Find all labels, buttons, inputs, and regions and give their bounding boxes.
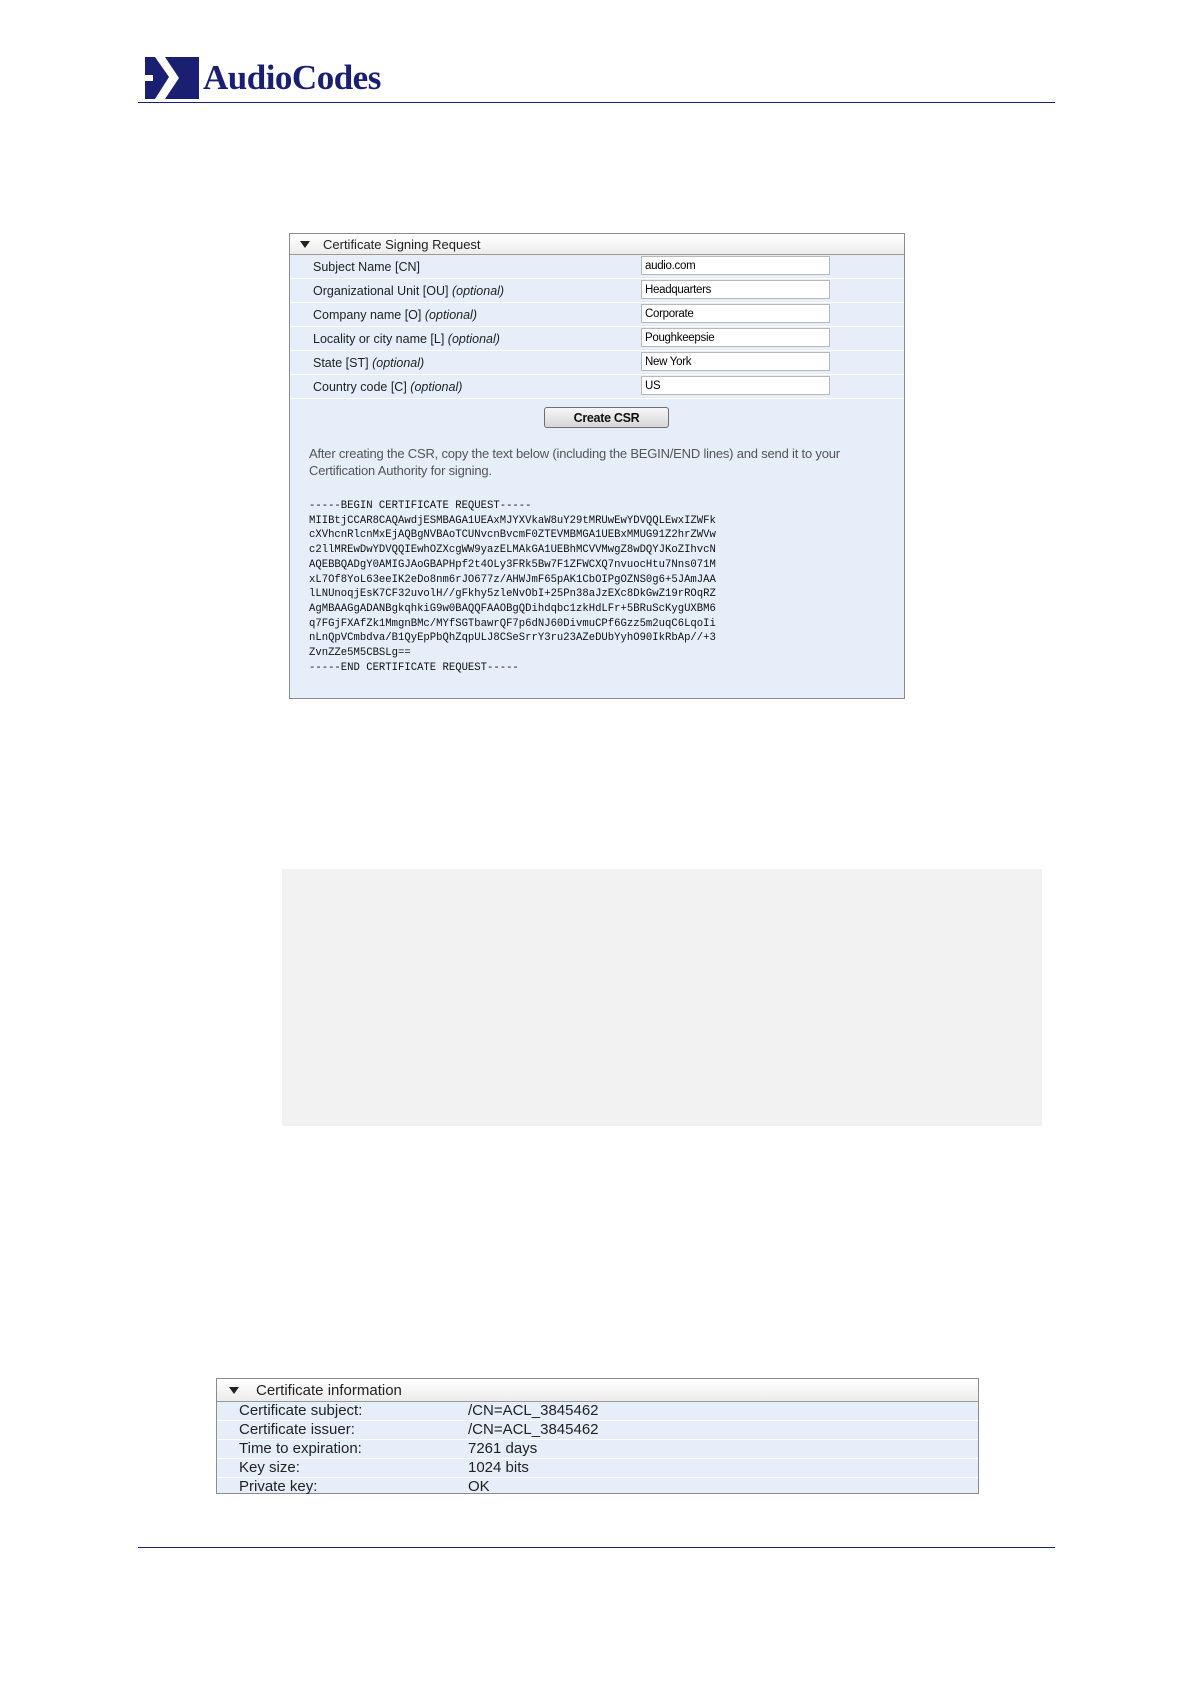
cert-info-title: Certificate information bbox=[256, 1381, 402, 1399]
field-label: Locality or city name [L] (optional) bbox=[313, 331, 500, 346]
csr-text-output[interactable]: -----BEGIN CERTIFICATE REQUEST----- MIIBtjCCAR8CAQAwdjESMBAGA1UEAxMJYXVkaW8uY29tMRUwEwYDVQQLEwxIZWFk cXVhcnRlcnMxEjAQBgNVBAoTCUNvcnBvcmF0ZTEVMBMGA1UEBxMMUG91Z2hrZWVw c2llMREwDwYDVQQIEwhOZXcgWW9yazELMAkGA1UEBhMCVVMwgZ8wDQYJKoZIhvcN AQEBBQADgY0AMIGJAoGBAPHpf2t4OLy3FRk5Bw7F1ZFWCXQ7nvuocHtu7Nns071M xL7Of8YoL63eeIK2eDo8nm6rJO677z/AHWJmF65pAK1CbOIPgOZNS0g6+5JAmJAA lLNUnoqjEsK7CF32uvolH//gFkhy5zleNvObI+25Pn38aJzEXc8DkGwZ19rROqRZ AgMBAAGgADANBgkqhkiG9w0BAQQFAAOBgQDihdqbc1zkHdLFr+5BRuScKygUXBM6 q7FGjFXAfZk1MmgnBMc/MYfSGTbawrQF7p6dNJ60DivmuCPf6Gzz5m2uqC6LqoIi nLnQpVCmbdva/B1QyEpPbQhZqpULJ8CSeSrrY3ru23AZeDUbYyhO90IkRbAp//+3 ZvnZZe5M5CBSLg== -----END CERTIFICATE REQUEST----- bbox=[309, 500, 716, 674]
field-label: State [ST] (optional) bbox=[313, 355, 425, 370]
cert-info-label: Certificate issuer: bbox=[239, 1421, 355, 1438]
cert-info-label: Certificate subject: bbox=[239, 1402, 363, 1419]
csr-row-organizational-unit bbox=[290, 279, 904, 303]
csr-row-locality bbox=[290, 327, 904, 351]
cert-info-label: Key size: bbox=[239, 1459, 300, 1476]
csr-help-text: After creating the CSR, copy the text below (including the BEGIN/END lines) and send it to your Certification Authority for signing. bbox=[309, 446, 840, 478]
audiocodes-logo bbox=[145, 56, 381, 100]
audiocodes-logo-icon bbox=[145, 57, 199, 99]
organizational-unit-input[interactable] bbox=[641, 280, 830, 299]
cert-info-value: /CN=ACL_3845462 bbox=[468, 1421, 599, 1438]
csr-row-country-code bbox=[290, 375, 904, 399]
field-label: Organizational Unit [OU] (optional) bbox=[313, 283, 505, 298]
cert-info-value: 7261 days bbox=[468, 1440, 538, 1457]
cert-info-row-issuer bbox=[217, 1421, 978, 1440]
cert-info-row-subject bbox=[217, 1402, 978, 1421]
create-csr-button[interactable]: Create CSR bbox=[544, 407, 669, 428]
cert-info-value: /CN=ACL_3845462 bbox=[468, 1402, 599, 1419]
cert-info-row-key-size bbox=[217, 1459, 978, 1478]
csr-panel-header[interactable] bbox=[290, 234, 904, 255]
cert-info-header[interactable] bbox=[217, 1379, 978, 1402]
cert-info-label: Private key: bbox=[239, 1478, 318, 1495]
cert-info-value: 1024 bits bbox=[468, 1459, 529, 1476]
collapse-triangle-icon[interactable] bbox=[229, 1387, 239, 1394]
csr-row-company-name bbox=[290, 303, 904, 327]
csr-row-subject-name bbox=[290, 255, 904, 279]
csr-row-state bbox=[290, 351, 904, 375]
footer-divider bbox=[138, 1547, 1055, 1548]
collapse-triangle-icon[interactable] bbox=[300, 241, 310, 248]
country-code-input[interactable] bbox=[641, 376, 830, 395]
cert-info-value: OK bbox=[468, 1478, 490, 1495]
logo-wordmark: AudioCodes bbox=[203, 58, 381, 97]
state-input[interactable] bbox=[641, 352, 830, 371]
field-label: Country code [C] (optional) bbox=[313, 379, 463, 394]
cert-info-row-expiration bbox=[217, 1440, 978, 1459]
note-box bbox=[282, 869, 1042, 1126]
csr-panel bbox=[289, 233, 905, 699]
csr-panel-title: Certificate Signing Request bbox=[323, 236, 481, 252]
field-label: Subject Name [CN] bbox=[313, 259, 420, 274]
cert-info-row-private-key bbox=[217, 1478, 978, 1497]
company-name-input[interactable] bbox=[641, 304, 830, 323]
subject-name-input[interactable] bbox=[641, 256, 830, 275]
locality-input[interactable] bbox=[641, 328, 830, 347]
header-divider bbox=[138, 102, 1055, 103]
cert-info-label: Time to expiration: bbox=[239, 1440, 362, 1457]
field-label: Company name [O] (optional) bbox=[313, 307, 477, 322]
certificate-information-panel bbox=[216, 1378, 979, 1494]
